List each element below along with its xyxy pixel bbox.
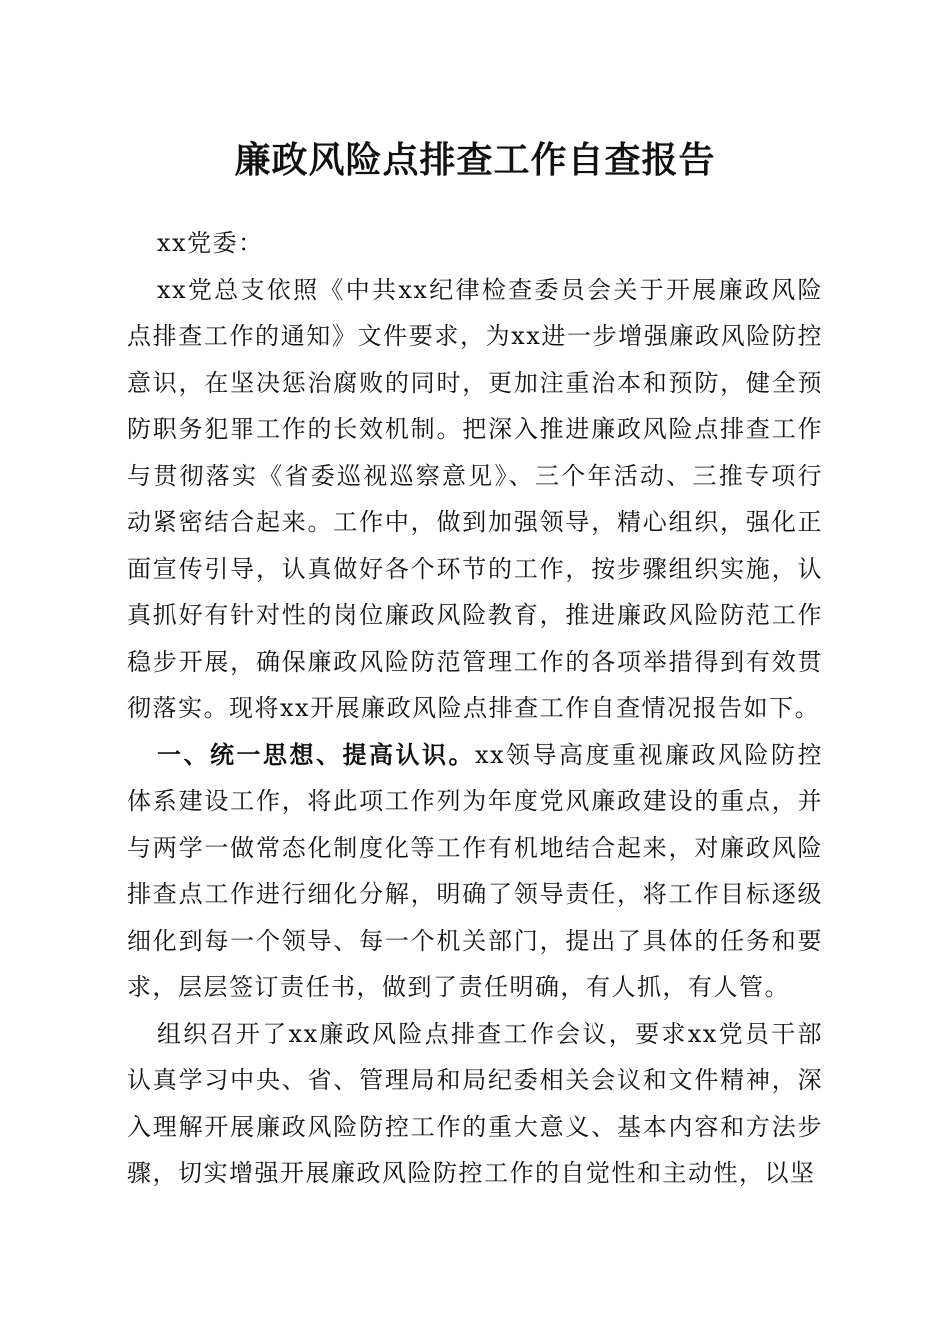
section-1-text: xx领导高度重视廉政风险防控体系建设工作，将此项工作列为年度党风廉政建设的重点，并与两学一做常态化制度化等工作有机地结合起来，对廉政风险排查点工作进行细化分解，明确了领导责任，将工作目标逐级细化到每一个领导、每一个机关部门，提出了具体的任务和要求，层层签订责任书，做到了责任明确，有人抓，有人管。 <box>127 740 823 1001</box>
salutation: xx党委： <box>157 229 264 257</box>
document-title: 廉政风险点排查工作自查报告 <box>234 139 716 181</box>
document-body <box>127 220 823 1197</box>
section-1-paragraph <box>127 732 823 1011</box>
section-1-heading: 一、统一思想、提高认识。 <box>157 740 475 769</box>
paragraph-intro: xx党总支依照《中共xx纪律检查委员会关于开展廉政风险点排查工作的通知》文件要求，为xx进一步增强廉政风险防控意识，在坚决惩治腐败的同时，更加注重治本和预防，健全预防职务犯罪工作的长效机制。把深入推进廉政风险点排查工作与贯彻落实《省委巡视巡察意见》、三个年活动、三推专项行动紧密结合起来。工作中，做到加强领导，精心组织，强化正面宣传引导，认真做好各个环节的工作，按步骤组织实施，认真抓好有针对性的岗位廉政风险教育，推进廉政风险防范工作稳步开展，确保廉政风险防范管理工作的各项举措得到有效贯彻落实。现将xx开展廉政风险点排查工作自查情况报告如下。 <box>127 275 823 722</box>
paragraph-meeting: 组织召开了xx廉政风险点排查工作会议，要求xx党员干部认真学习中央、省、管理局和局纪委相关会议和文件精神，深入理解开展廉政风险防控工作的重大意义、基本内容和方法步骤，切实增强开展廉政风险防控工作的自觉性和主动性，以坚 <box>127 1019 823 1187</box>
